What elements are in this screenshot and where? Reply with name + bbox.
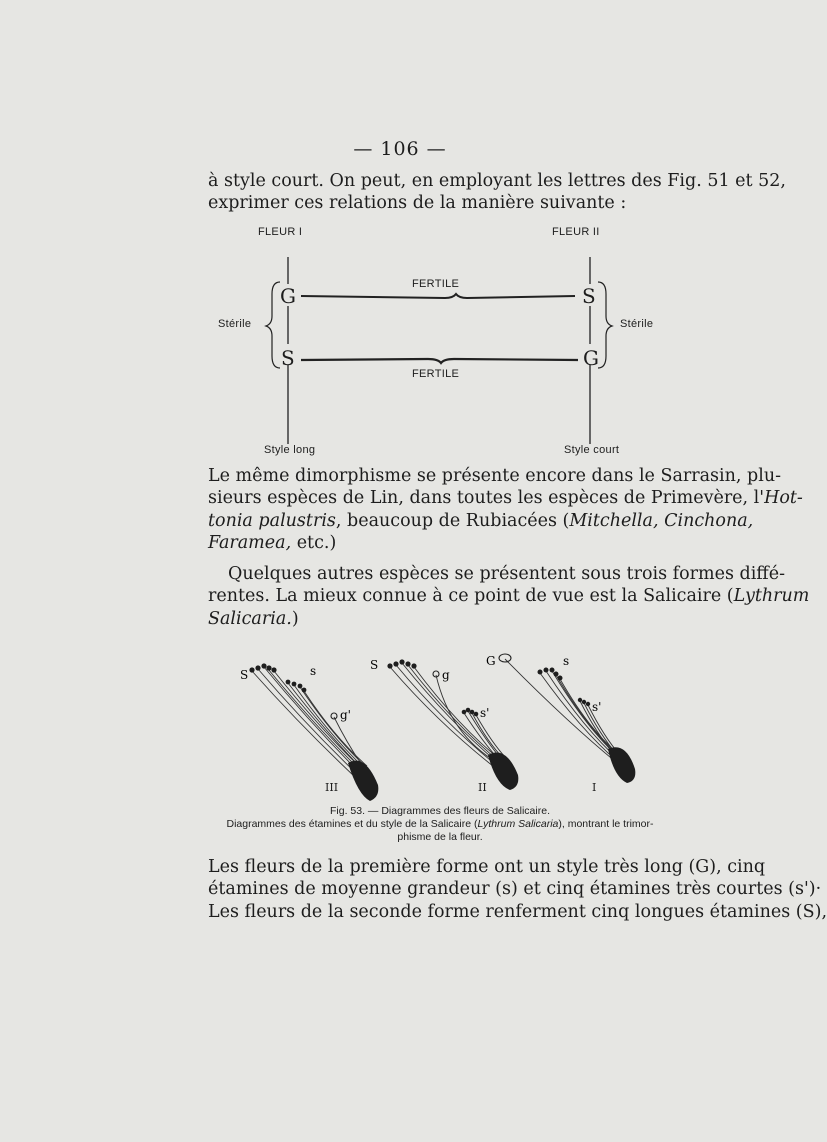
para1-line-4: Faramea, etc.)	[208, 533, 337, 554]
paragraph-trimorphism	[208, 563, 810, 630]
fig-label-f1-s: s	[563, 654, 570, 668]
caption-title: Fig. 53. — Diagrammes des fleurs de Salicaire.	[329, 805, 550, 817]
figure-roman-II: II	[478, 781, 487, 794]
letter-s-flower-1: S	[281, 346, 295, 370]
diagram-lines	[200, 222, 670, 462]
fig-label-f1-s-prime: s'	[592, 700, 602, 714]
fleur-1-label: FLEUR I	[258, 226, 303, 238]
para3-line-3: Les fleurs de la seconde forme renferment cinq longues étamines (S),	[208, 901, 827, 922]
sterile-right-label: Stérile	[620, 318, 654, 330]
flower-drawings	[230, 645, 650, 805]
para2-line-2: rentes. La mieux connue à ce point de vue est la Salicaire (Lythrum	[208, 586, 810, 607]
letter-s-flower-2: S	[582, 284, 596, 308]
style-long-label: Style long	[264, 444, 316, 456]
para3-line-2: étamines de moyenne grandeur (s) et cinq étamines très courtes (s')·	[208, 879, 822, 900]
caption-line-3: phisme de la fleur.	[397, 831, 483, 843]
letter-g-flower-2: G	[583, 346, 599, 370]
sterile-left-label: Stérile	[218, 318, 252, 330]
intro-line-2: exprimer ces relations de la manière suivante :	[208, 193, 627, 214]
fleur-2-label: FLEUR II	[552, 226, 600, 238]
dimorphism-diagram	[200, 222, 670, 462]
fig-label-f3-S: S	[240, 668, 249, 682]
fig-label-f3-s: s	[310, 664, 317, 678]
intro-paragraph	[208, 170, 786, 215]
letter-g-flower-1: G	[280, 284, 296, 308]
fig-label-f2-g: g	[442, 668, 450, 682]
figure-53-salicaire	[230, 645, 650, 805]
intro-line-1: à style court. On peut, en employant les lettres des Fig. 51 et 52,	[208, 171, 786, 191]
fertile-top-label: FERTILE	[412, 278, 460, 290]
para1-line-2: sieurs espèces de Lin, dans toutes les espèces de Primevère, l'Hot-	[208, 488, 803, 509]
para3-line-1: Les fleurs de la première forme ont un style très long (G), cinq	[208, 857, 766, 877]
page-number: — 106 —	[353, 138, 447, 160]
fig-label-f3-g: g'	[340, 708, 351, 722]
fig-label-f1-G: G	[486, 654, 496, 668]
fertile-bottom-label: FERTILE	[412, 368, 460, 380]
figure-roman-I: I	[592, 781, 597, 794]
para1-line-3: tonia palustris, beaucoup de Rubiacées (Mitchella, Cinchona,	[208, 510, 754, 531]
paragraph-forms	[208, 856, 827, 923]
paragraph-dimorphism	[208, 465, 803, 555]
figure-caption	[205, 805, 675, 844]
fig-label-f2-s-prime: s'	[480, 706, 490, 720]
style-court-label: Style court	[564, 444, 620, 456]
fig-label-f2-S: S	[370, 658, 379, 672]
para1-line-1: Le même dimorphisme se présente encore dans le Sarrasin, plu-	[208, 466, 782, 486]
para2-line-3: Salicaria.)	[208, 608, 299, 629]
caption-line-2: Diagrammes des étamines et du style de la Salicaire (Lythrum Salicaria), montrant le trimor-	[226, 818, 654, 830]
para2-line-1: Quelques autres espèces se présentent sous trois formes diffé-	[228, 564, 786, 584]
figure-roman-III: III	[325, 781, 339, 794]
